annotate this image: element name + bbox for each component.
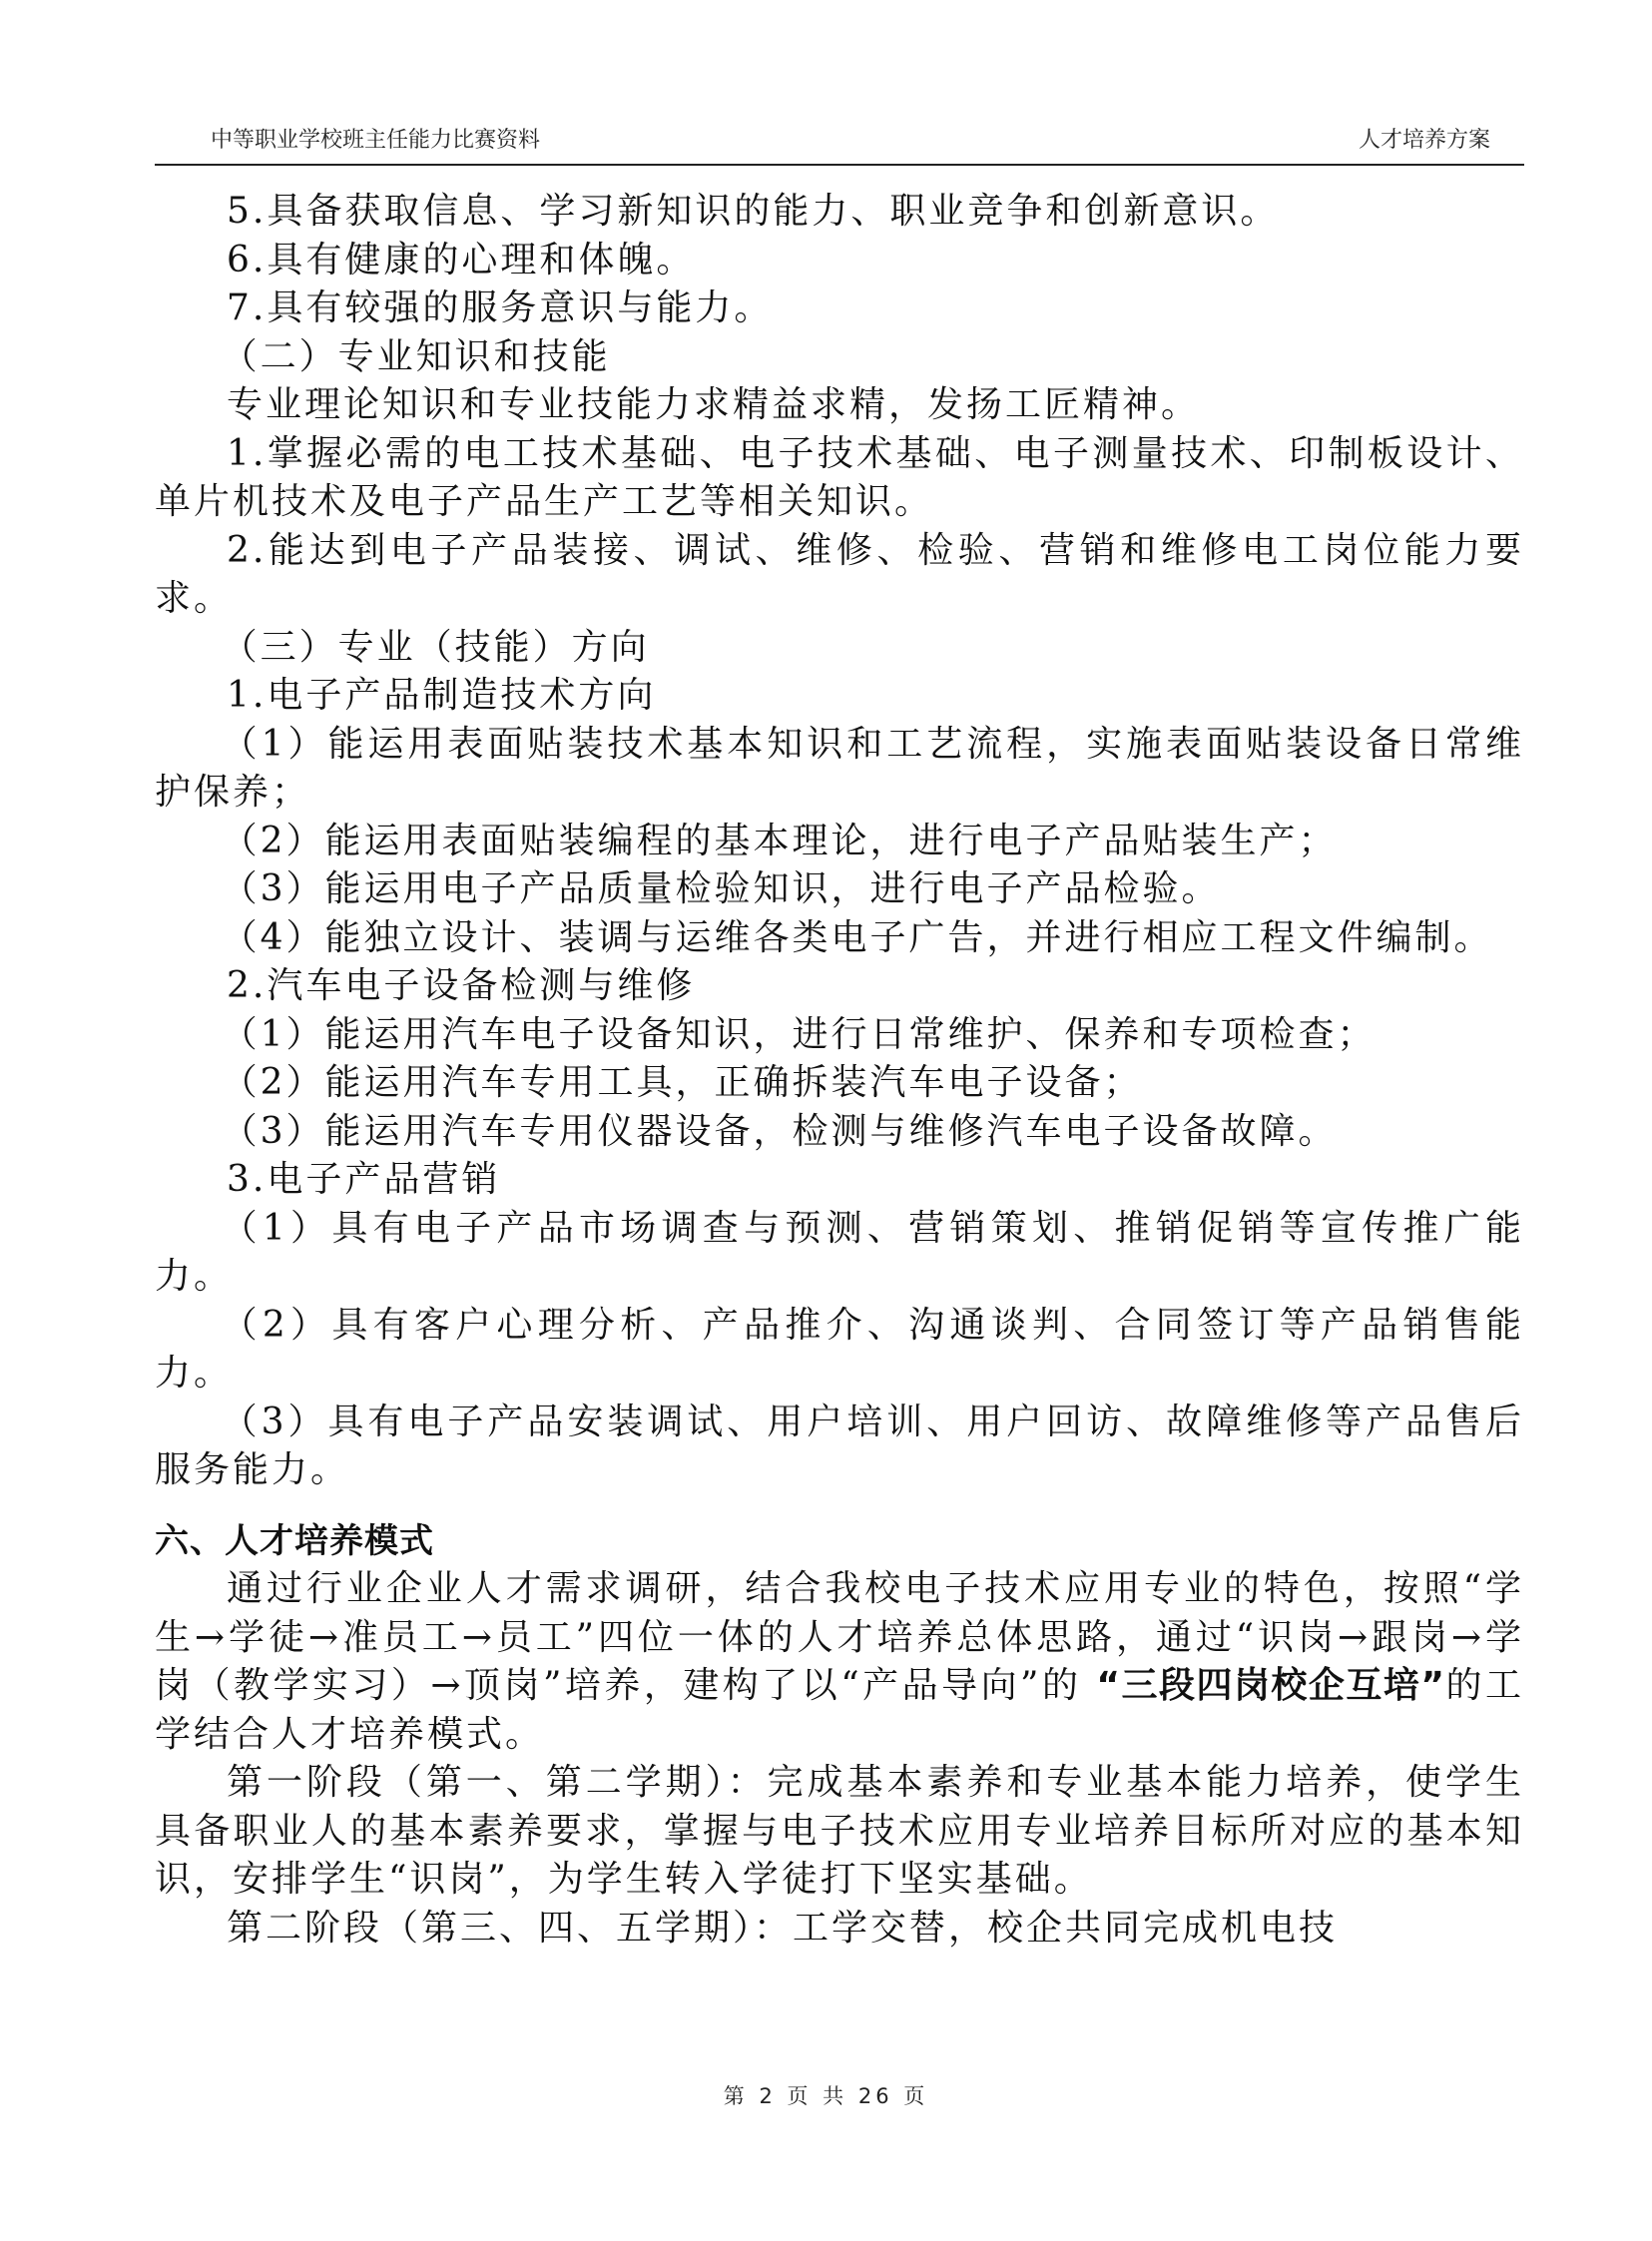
list-item: （3）能运用汽车专用仪器设备，检测与维修汽车电子设备故障。: [221, 1110, 1338, 1152]
paragraph: 5.具备获取信息、学习新知识的能力、职业竞争和创新意识。: [227, 191, 1280, 232]
paragraph: 第一阶段（第一、第二学期）：完成基本素养和专业基本能力培养，使学生具备职业人的基本素养要求，掌握与电子技术应用专业培养目标所对应的基本知识，安排学生“识岗”，为学生转入学徒打下坚实基础。: [155, 1762, 1524, 1900]
list-item: （3）具有电子产品安装调试、用户培训、用户回访、故障维修等产品售后服务能力。: [155, 1401, 1524, 1490]
section-heading: 六、人才培养模式: [155, 1520, 434, 1561]
list-item: （1）具有电子产品市场调查与预测、营销策划、推销促销等宣传推广能力。: [155, 1207, 1524, 1297]
header-left-title: 中等职业学校班主任能力比赛资料: [211, 128, 541, 153]
list-item: （1）能运用表面贴装技术基本知识和工艺流程，实施表面贴装设备日常维护保养；: [155, 723, 1524, 813]
paragraph: 2.能达到电子产品装接、调试、维修、检验、营销和维修电工岗位能力要求。: [155, 529, 1524, 619]
list-item: （4）能独立设计、装调与运维各类电子广告，并进行相应工程文件编制。: [221, 916, 1493, 958]
paragraph: 1.掌握必需的电工技术基础、电子技术基础、电子测量技术、印制板设计、单片机技术及电子产品生产工艺等相关知识。: [155, 432, 1524, 522]
list-item: （2）具有客户心理分析、产品推介、沟通谈判、合同签订等产品销售能力。: [155, 1304, 1524, 1394]
list-item: （2）能运用汽车专用工具，正确拆装汽车电子设备；: [221, 1062, 1143, 1103]
document-body: [155, 188, 1524, 1953]
paragraph: [155, 1565, 1524, 1759]
page-number-footer: 第 2 页 共 26 页: [723, 2084, 929, 2108]
paragraph: 6.具有健康的心理和体魄。: [227, 239, 696, 280]
page-header: [155, 118, 1524, 166]
model-name-bold: “三段四岗校企互培”: [1096, 1665, 1446, 1706]
paragraph: 1.电子产品制造技术方向: [227, 675, 657, 716]
paragraph: 2.汽车电子设备检测与维修: [227, 965, 696, 1006]
header-right-title: 人才培养方案: [1358, 128, 1490, 153]
list-item: （2）能运用表面贴装编程的基本理论，进行电子产品贴装生产；: [221, 820, 1338, 861]
list-item: （3）能运用电子产品质量检验知识，进行电子产品检验。: [221, 868, 1221, 909]
list-item: （1）能运用汽车电子设备知识，进行日常维护、保养和专项检查；: [221, 1013, 1377, 1055]
paragraph-text: 通过行业企业人才需求调研，结合我校电子技术应用专业的特色，按照“学生→学徒→准员工→员工”四位一体的人才培养总体思路，通过“识岗→跟岗→学岗（教学实习）→顶岗”培养，建构了以“产品导向”的: [155, 1568, 1524, 1706]
paragraph: 7.具有较强的服务意识与能力。: [227, 287, 774, 328]
paragraph: 第二阶段（第三、四、五学期）：工学交替，校企共同完成机电技: [227, 1907, 1339, 1949]
paragraph-text: 的工学结合人才培养模式。: [155, 1665, 1524, 1755]
subsection-heading: （三）专业（技能）方向: [221, 626, 650, 668]
paragraph: 3.电子产品营销: [227, 1159, 501, 1200]
paragraph: 专业理论知识和专业技能力求精益求精，发扬工匠精神。: [227, 384, 1201, 425]
subsection-heading: （二）专业知识和技能: [221, 335, 611, 377]
